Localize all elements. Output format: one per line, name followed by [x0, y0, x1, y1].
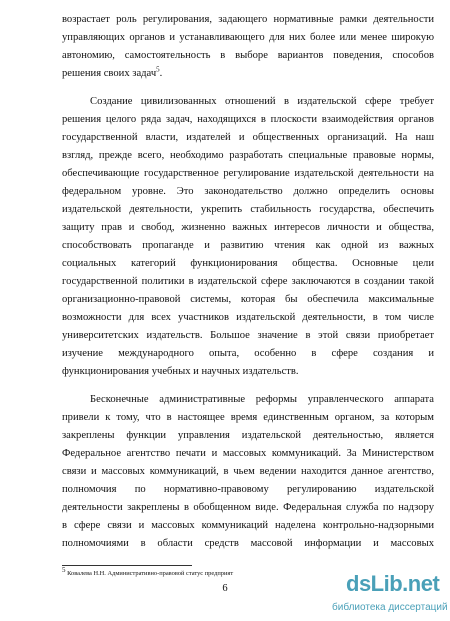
paragraph-2 [62, 93, 434, 381]
text-line: автономию, самостоятельность в выборе вариантов поведения, способов [62, 50, 434, 61]
watermark [326, 568, 448, 618]
page-number: 6 [222, 583, 228, 594]
text-line: Федеральное агентство печати и массовых коммуникаций. За Министерством [62, 448, 434, 459]
text-line: взгляд, прежде всего, необходимо разработать специальные правовые нормы, [62, 150, 434, 161]
text-line: полномочиями в области средств массовой информации и массовых [62, 538, 434, 549]
text-line: функционирования учебных и научных издательств. [62, 366, 299, 377]
text-line: деятельности закреплены в обобщенном виде. Федеральная служба по надзору [62, 502, 434, 513]
text-line: защиту прав и свобод, жизненно важных интересов личности и общества, [62, 222, 434, 233]
text-line: изучение международного опыта, особенно в сфере создания и [62, 348, 434, 359]
text-fragment: решения своих задач [62, 68, 157, 79]
paragraph-1 [62, 11, 434, 83]
text-line: возможности для всех участников издательской деятельности, в том числе [62, 312, 434, 323]
text-line: полномочия по нормативно-правовому регулированию издательской [62, 484, 434, 495]
text-line: управляющих органов и устанавливающего для них более или менее широкую [62, 32, 434, 43]
text-line: государственной власти, издателей и общественных организаций. На наш [62, 132, 434, 143]
text-line: способствовать пропаганде и развитию чтения как одной из важных [62, 240, 434, 251]
text-line: привели к тому, что в настоящее время единственным органом, за которым [62, 412, 434, 423]
text-fragment: . [159, 68, 163, 79]
text-line: закреплены функции управления издательской деятельностью, является [62, 430, 434, 441]
footnote-text: Ковалева Н.Н. Административно-правовой статус предприят [67, 570, 234, 577]
text-line: издательской деятельности, укрепить стабильность государства, обеспечить [62, 204, 434, 215]
text-line [62, 65, 434, 83]
footnote-number: 5 [62, 565, 66, 574]
paragraph-3 [62, 391, 434, 553]
text-line: в сфере связи и массовых коммуникаций наделена контрольно-надзорными [62, 520, 434, 531]
text-line: социальных категорий функционирования общества. Основные цели [62, 258, 434, 269]
footnote-divider [62, 565, 192, 566]
footnote-reference: 5 [156, 65, 160, 74]
watermark-subtitle: библиотека диссертаций [332, 602, 448, 613]
watermark-logo: dsLib.net [346, 571, 440, 596]
text-line: государственной политики в издательской сфере заключаются в создании такой [62, 276, 434, 287]
text-line: Создание цивилизованных отношений в издательской сфере требует [90, 96, 434, 107]
text-line: организационно-правовой системы, которая бы обеспечила максимальные [62, 294, 434, 305]
text-line: возрастает роль регулирования, задающего нормативные рамки деятельности [62, 14, 434, 25]
text-line: обеспечивающие государственное регулирование издательской деятельности на [62, 168, 434, 179]
text-line: решения целого ряда задач, находящихся в плоскости взаимодействия органов [62, 114, 434, 125]
main-text [62, 11, 434, 553]
text-line: Бесконечные административные реформы управленческого аппарата [90, 394, 434, 405]
text-line: связи и массовых коммуникаций, в чьем ведении находится данное агентство, [62, 466, 434, 477]
text-line: федеральном уровне. Это законодательство должно определить основы [62, 186, 434, 197]
text-line: университетских издательств. Большое значение в этой связи приобретает [62, 330, 434, 341]
